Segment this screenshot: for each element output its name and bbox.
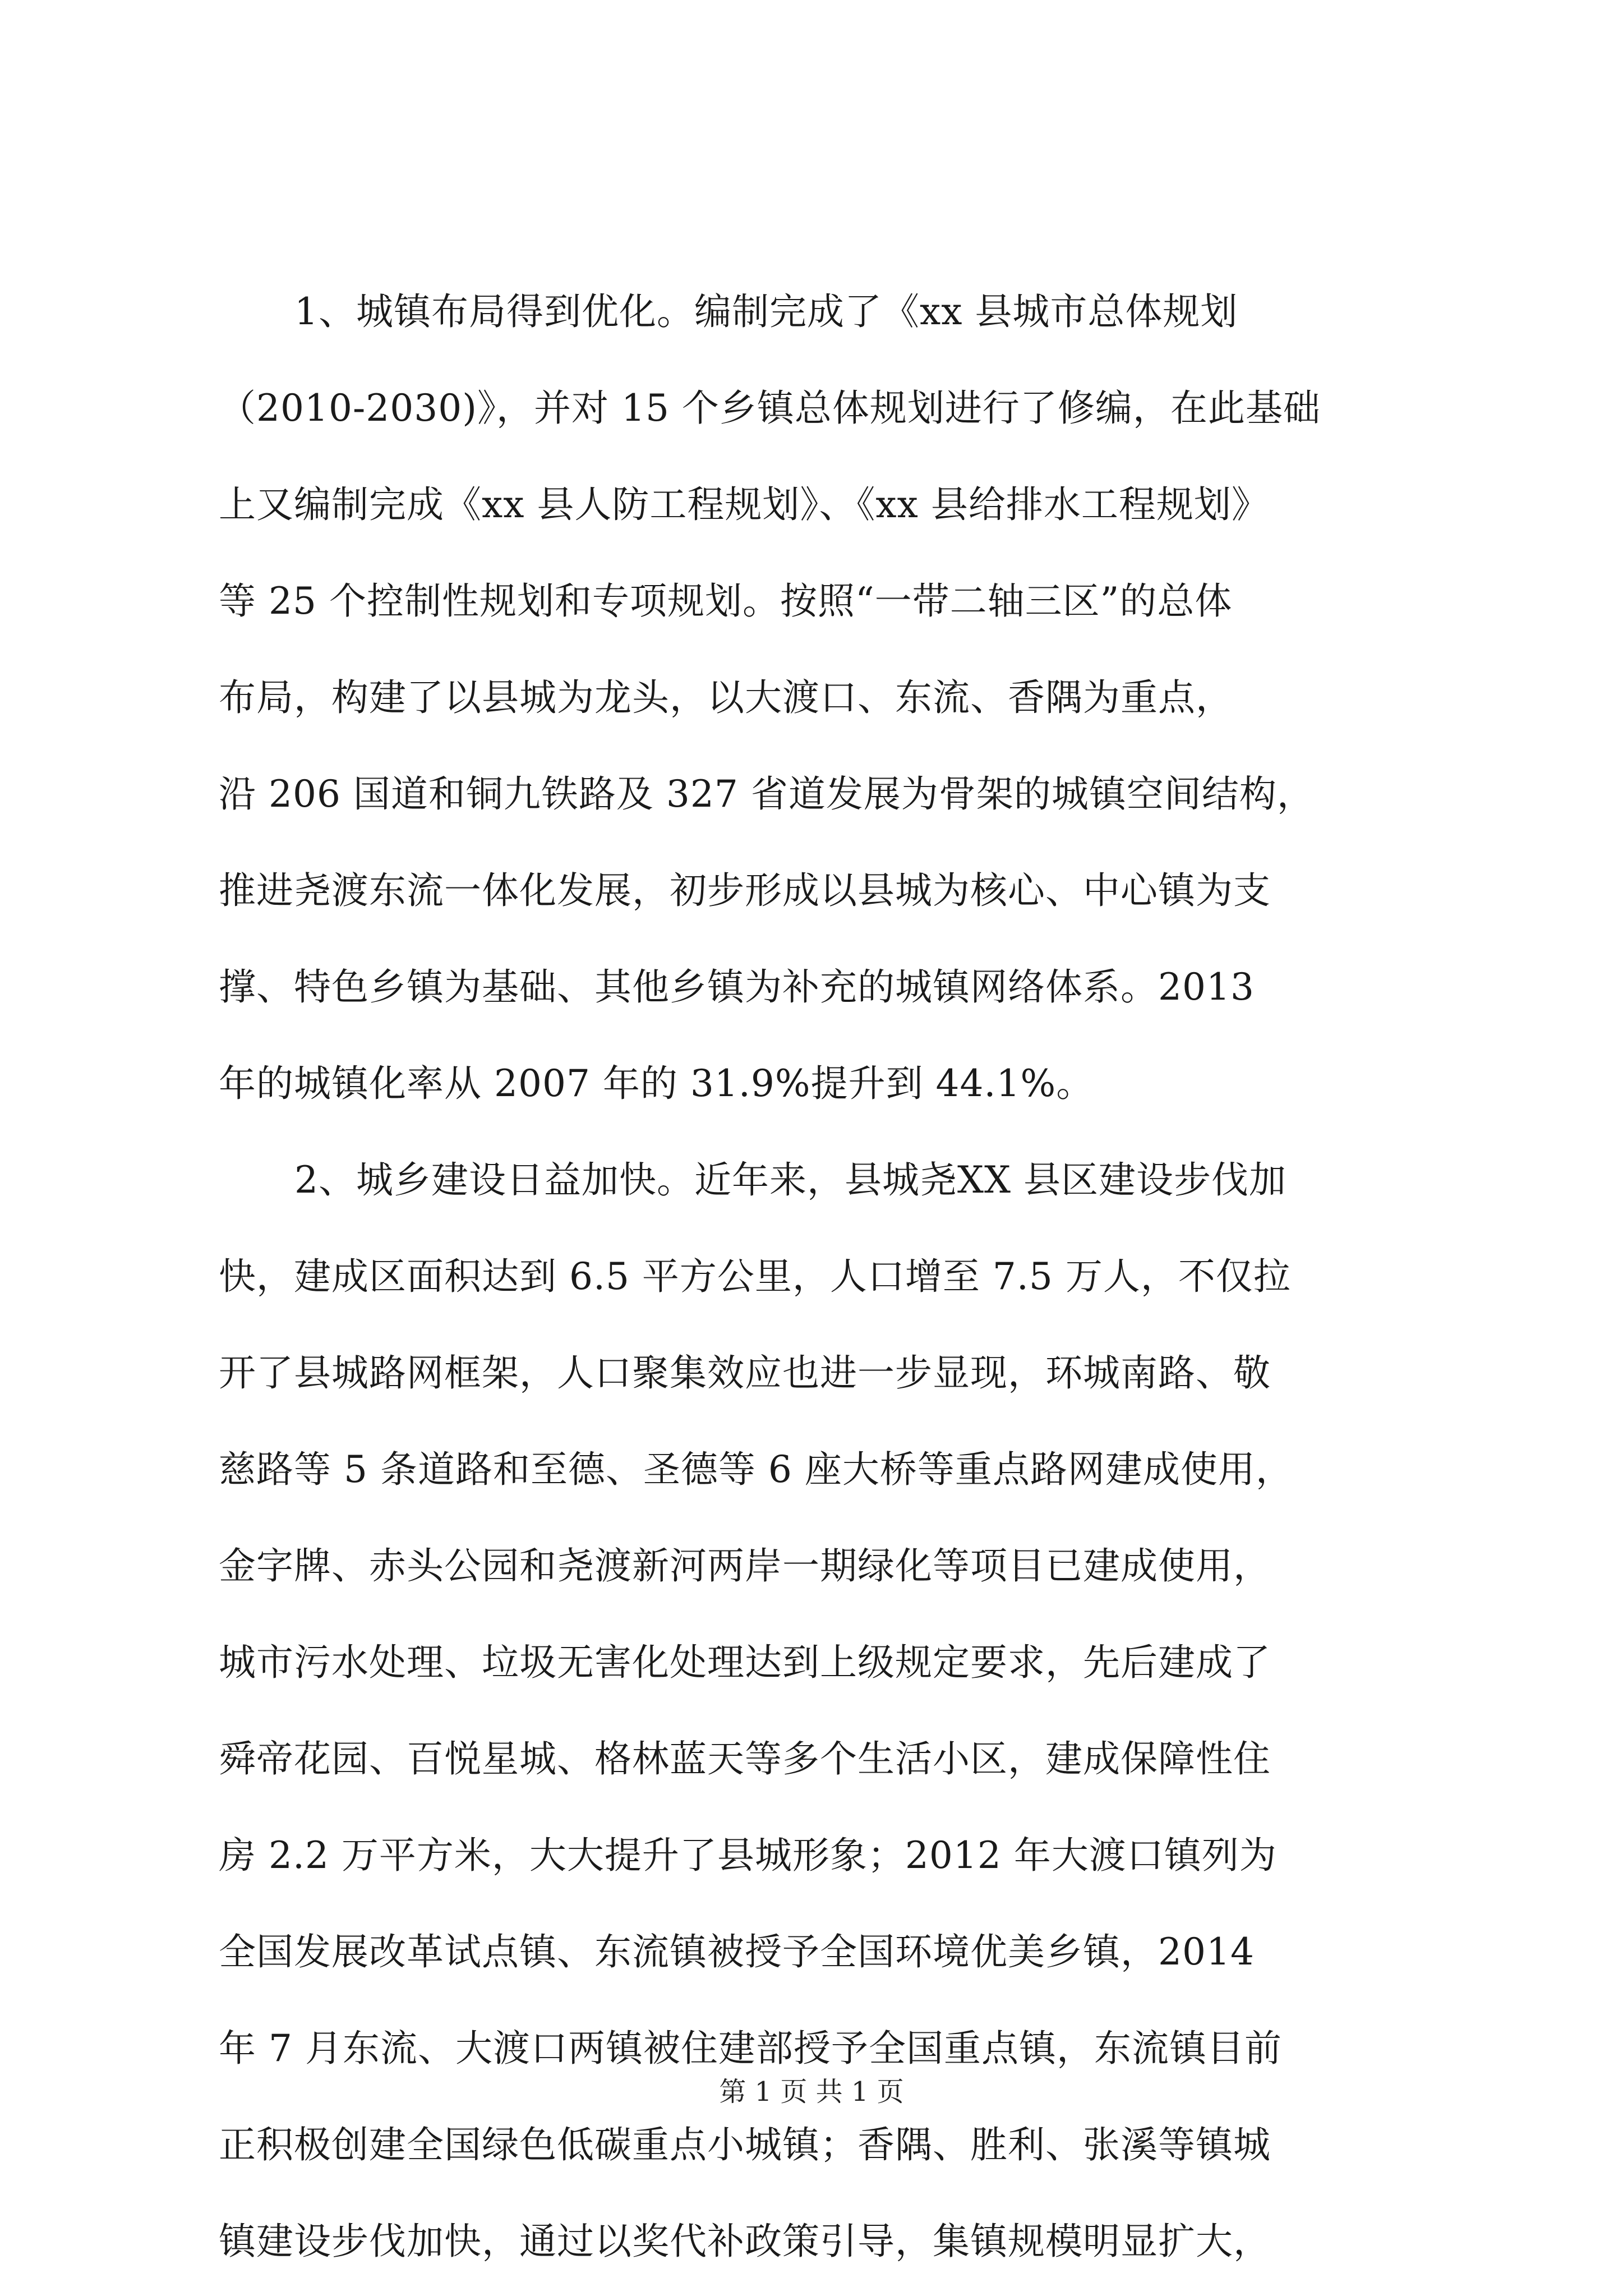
text-line: 金字牌、赤头公园和尧渡新河两岸一期绿化等项目已建成使用， [219,1544,1271,1588]
text-line: 布局，构建了以县城为龙头，以大渡口、东流、香隅为重点， [219,676,1233,719]
paragraph-2 [219,1132,1453,2290]
text-line: 沿 206 国道和铜九铁路及 327 省道发展为骨架的城镇空间结构， [219,772,1315,816]
text-line: 2、城乡建设日益加快。近年来，县城尧XX 县区建设步伐加 [294,1158,1287,1202]
text-line: 全国发展改革试点镇、东流镇被授予全国环境优美乡镇，2014 [219,1930,1255,1973]
text-line: 推进尧渡东流一体化发展，初步形成以县城为核心、中心镇为支 [219,869,1271,912]
text-line: 慈路等 5 条道路和至德、圣德等 6 座大桥等重点路网建成使用， [219,1448,1293,1491]
text-line: 正积极创建全国绿色低碳重点小城镇；香隅、胜利、张溪等镇城 [219,2123,1271,2166]
text-line: 开了县城路网框架，人口聚集效应也进一步显现，环城南路、敬 [219,1351,1271,1395]
text-line: 年 7 月东流、大渡口两镇被住建部授予全国重点镇，东流镇目前 [219,2027,1282,2070]
text-line: 撑、特色乡镇为基础、其他乡镇为补充的城镇网络体系。2013 [219,965,1255,1009]
text-line: 年的城镇化率从 2007 年的 31.9%提升到 44.1%。 [219,1062,1094,1105]
document-body [219,264,1453,2290]
paragraph-1 [219,264,1453,1132]
text-line: 快，建成区面积达到 6.5 平方公里，人口增至 7.5 万人，不仅拉 [219,1255,1291,1298]
text-line: 城市污水处理、垃圾无害化处理达到上级规定要求，先后建成了 [219,1641,1271,1684]
text-line: 舜帝花园、百悦星城、格林蓝天等多个生活小区，建成保障性住 [219,1737,1271,1780]
text-line: 上又编制完成《xx 县人防工程规划》、《xx 县给排水工程规划》 [219,483,1269,526]
page-footer: 第 1 页 共 1 页 [719,2076,904,2108]
text-line: （2010-2030)》，并对 15 个乡镇总体规划进行了修编，在此基础 [219,386,1321,430]
text-line: 镇建设步伐加快，通过以奖代补政策引导，集镇规模明显扩大， [219,2220,1271,2263]
text-line: 房 2.2 万平方米，大大提升了县城形象；2012 年大渡口镇列为 [219,1834,1277,1877]
text-line: 1、城镇布局得到优化。编制完成了《xx 县城市总体规划 [294,290,1238,333]
text-line: 等 25 个控制性规划和专项规划。按照“一带二轴三区”的总体 [219,579,1233,623]
